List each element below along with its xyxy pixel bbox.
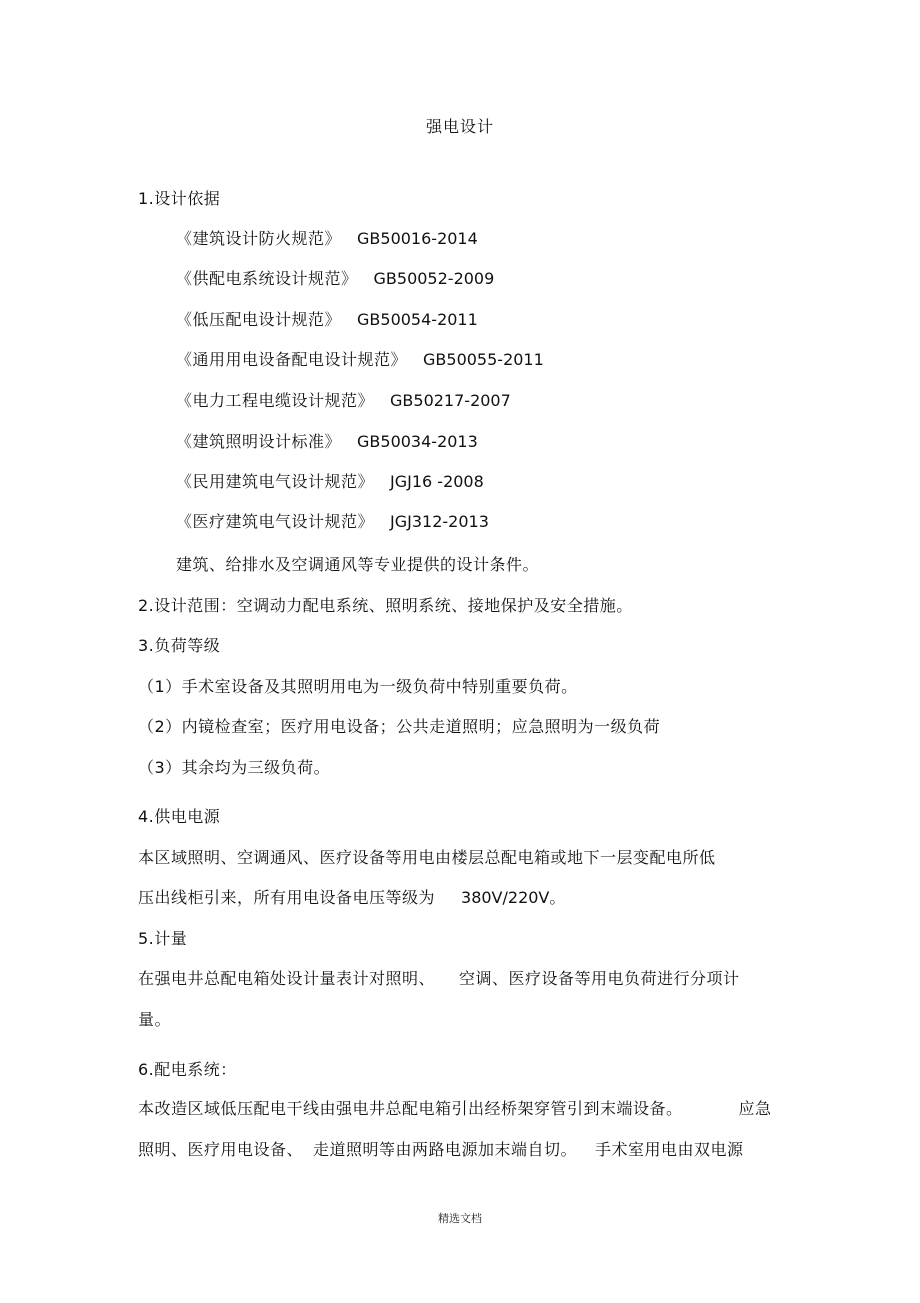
load-level-item: （2）内镜检查室；医疗用电设备；公共走道照明；应急照明为一级负荷 xyxy=(138,717,661,736)
standard-item xyxy=(176,350,544,370)
standard-code: GB50016-2014 xyxy=(357,229,478,248)
standard-item xyxy=(176,269,494,289)
standard-name: 《医疗建筑电气设计规范》 xyxy=(176,512,375,531)
standard-item xyxy=(176,229,478,249)
section-5-heading: 5.计量 xyxy=(138,929,188,948)
section-2-text: 2.设计范围：空调动力配电系统、照明系统、接地保护及安全措施。 xyxy=(138,596,633,615)
power-supply-text: 压出线柜引来，所有用电设备电压等级为 xyxy=(138,888,436,907)
page-footer: 精选文档 xyxy=(438,1212,482,1225)
section-6-heading: 6.配电系统： xyxy=(138,1060,237,1079)
standard-item xyxy=(176,432,478,452)
metering-text-a: 在强电井总配电箱处设计量表计对照明、 xyxy=(138,969,436,988)
distribution-text-c: 照明、医疗用电设备、 xyxy=(138,1140,304,1159)
distribution-line-2 xyxy=(138,1140,744,1160)
standard-name: 《建筑照明设计标准》 xyxy=(176,432,342,451)
page-title: 强电设计 xyxy=(425,117,494,136)
standard-code: GB50055-2011 xyxy=(423,350,544,369)
distribution-text-b: 应急 xyxy=(738,1099,772,1118)
standard-code: JGJ312-2013 xyxy=(390,512,489,531)
metering-line-2: 量。 xyxy=(138,1010,172,1029)
standard-code: GB50217-2007 xyxy=(390,391,511,410)
standard-item xyxy=(176,391,511,411)
metering-text-b: 空调、医疗设备等用电负荷进行分项计 xyxy=(459,969,740,988)
load-level-item: （1）手术室设备及其照明用电为一级负荷中特别重要负荷。 xyxy=(138,677,578,696)
standard-item xyxy=(176,512,489,532)
load-level-item: （3）其余均为三级负荷。 xyxy=(138,758,331,777)
power-supply-line-1: 本区域照明、空调通风、医疗设备等用电由楼层总配电箱或地下一层变配电所低 xyxy=(138,848,716,867)
distribution-text-e: 手术室用电由双电源 xyxy=(595,1140,744,1159)
standard-item xyxy=(176,472,484,492)
power-supply-line-2 xyxy=(138,888,566,908)
design-conditions-note: 建筑、给排水及空调通风等专业提供的设计条件。 xyxy=(176,555,540,574)
metering-line-1 xyxy=(138,969,740,989)
standard-name: 《建筑设计防火规范》 xyxy=(176,229,342,248)
standard-name: 《电力工程电缆设计规范》 xyxy=(176,391,375,410)
distribution-text-a: 本改造区域低压配电干线由强电井总配电箱引出经桥架穿管引到末端设备。 xyxy=(138,1099,683,1118)
standard-code: GB50052-2009 xyxy=(373,269,495,288)
standard-item xyxy=(176,310,478,330)
standard-code: GB50054-2011 xyxy=(357,310,478,329)
section-3-heading: 3.负荷等级 xyxy=(138,636,221,655)
distribution-line-1 xyxy=(138,1099,772,1119)
distribution-text-d: 走道照明等由两路电源加末端自切。 xyxy=(313,1140,578,1159)
standard-name: 《供配电系统设计规范》 xyxy=(176,269,358,288)
voltage-value: 380V/220V xyxy=(461,888,550,907)
section-1-heading: 1.设计依据 xyxy=(138,189,221,208)
standard-name: 《民用建筑电气设计规范》 xyxy=(176,472,375,491)
period: 。 xyxy=(549,888,566,907)
standard-code: JGJ16 -2008 xyxy=(390,472,484,491)
section-4-heading: 4.供电电源 xyxy=(138,807,221,826)
standard-name: 《低压配电设计规范》 xyxy=(176,310,342,329)
standard-name: 《通用用电设备配电设计规范》 xyxy=(176,350,408,369)
standard-code: GB50034-2013 xyxy=(357,432,478,451)
